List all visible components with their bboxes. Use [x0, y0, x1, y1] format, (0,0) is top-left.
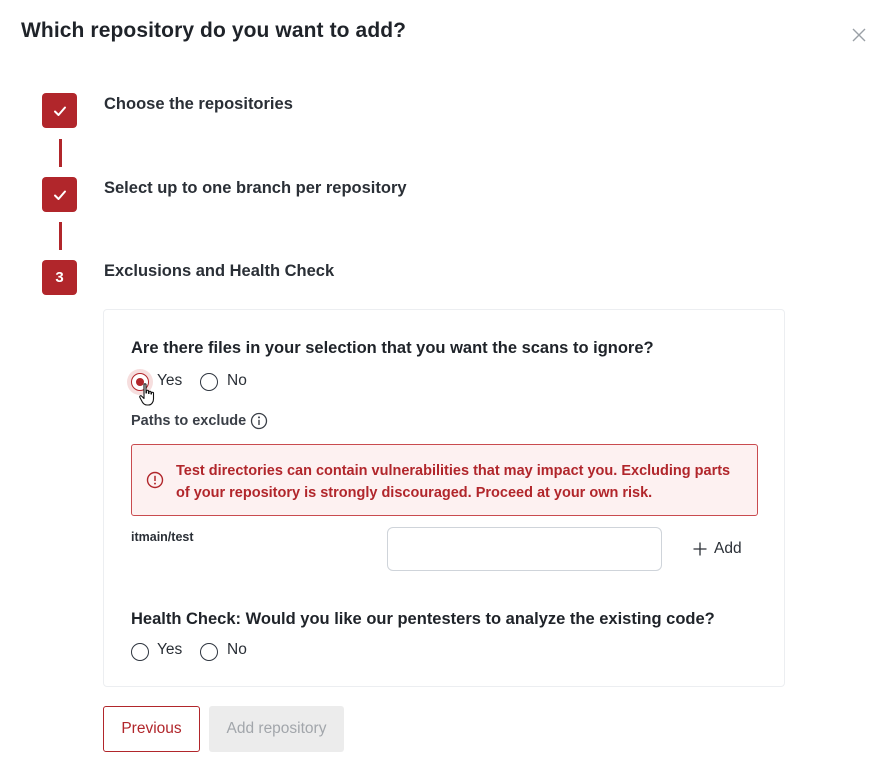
health-check-yes-radio[interactable]: [131, 643, 149, 661]
info-icon[interactable]: [250, 412, 268, 430]
step-1-label: Choose the repositories: [104, 95, 293, 113]
step-3-label: Exclusions and Health Check: [104, 262, 335, 280]
path-input[interactable]: [387, 527, 662, 571]
check-icon: [52, 103, 68, 119]
health-check-question: Health Check: Would you like our pentesters to analyze the existing code?: [131, 610, 715, 628]
step-connector: [59, 222, 62, 250]
close-icon: [850, 26, 868, 44]
step-2-badge: [42, 177, 77, 212]
step-connector: [59, 139, 62, 167]
exclusion-warning-alert: [131, 444, 758, 516]
step-1-badge: [42, 93, 77, 128]
health-check-yes-label[interactable]: Yes: [157, 641, 183, 658]
health-check-no-radio[interactable]: [200, 643, 218, 661]
excluded-path-item: itmain/test: [131, 530, 194, 544]
exclusions-no-label[interactable]: No: [227, 372, 247, 389]
check-icon: [52, 187, 68, 203]
add-repository-button[interactable]: Add repository: [209, 706, 344, 752]
health-check-no-label[interactable]: No: [227, 641, 247, 658]
previous-button[interactable]: Previous: [103, 706, 200, 752]
hand-pointer-cursor-icon: [138, 382, 158, 408]
step-3-badge: 3: [42, 260, 77, 295]
add-path-label: Add: [714, 540, 742, 557]
modal-title: Which repository do you want to add?: [21, 19, 407, 42]
exclusions-no-radio[interactable]: [200, 373, 218, 391]
plus-icon: [692, 541, 708, 557]
exclusions-question: Are there files in your selection that you want the scans to ignore?: [131, 339, 654, 357]
alert-circle-icon: [146, 471, 164, 489]
add-path-button[interactable]: [692, 537, 742, 561]
warning-text: Test directories can contain vulnerabilities that may impact you. Excluding parts of your repository is strongly discouraged. Proceed at your own risk.: [176, 463, 731, 501]
close-button[interactable]: [850, 26, 868, 44]
exclusions-yes-label[interactable]: Yes: [157, 372, 183, 389]
paths-to-exclude-label: Paths to exclude: [131, 413, 247, 429]
step-2-label: Select up to one branch per repository: [104, 179, 407, 197]
